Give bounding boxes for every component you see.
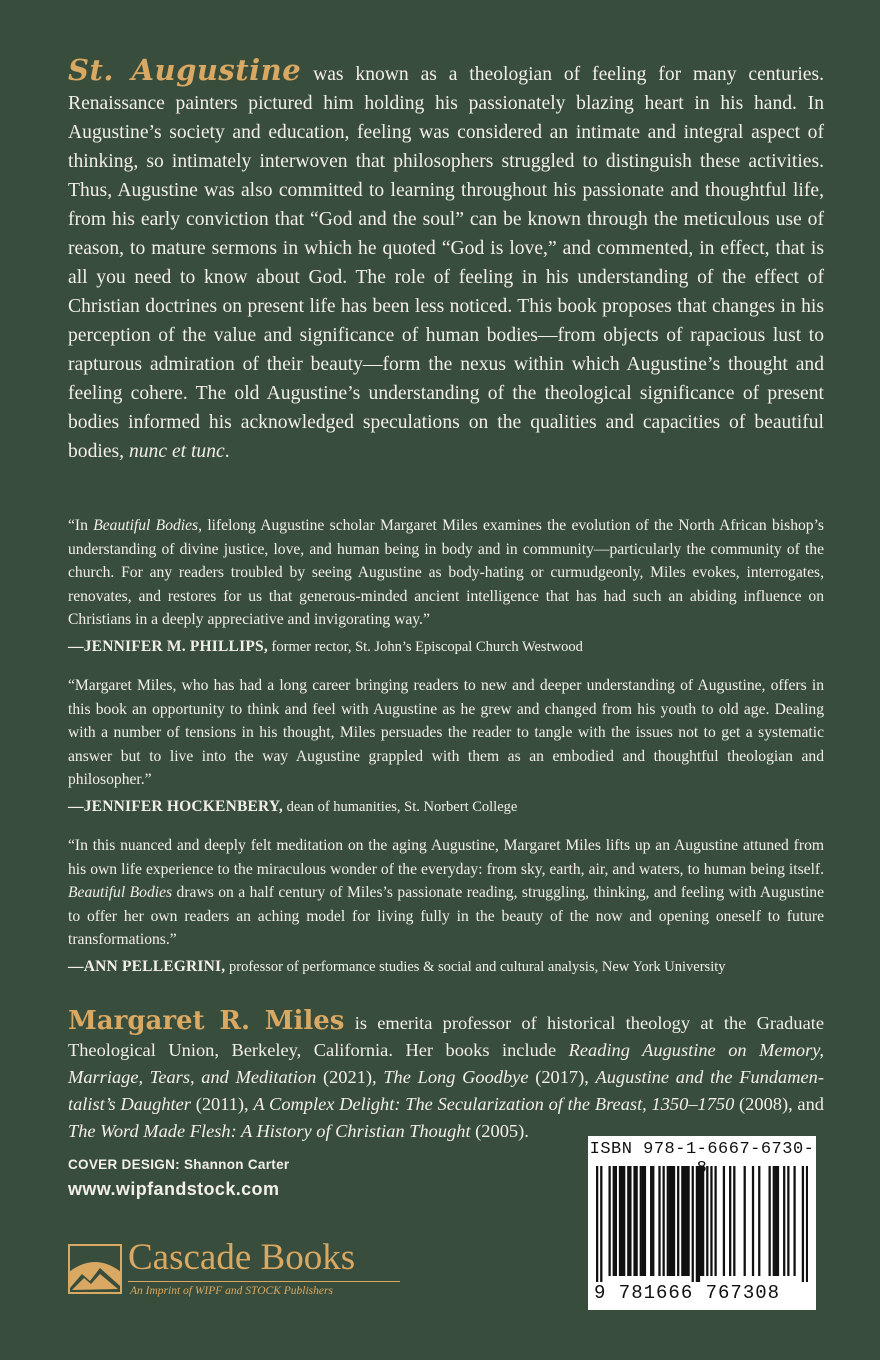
barcode-bar bbox=[596, 1166, 598, 1282]
barcode-bar bbox=[775, 1166, 777, 1276]
book-title: The Word Made Flesh: A History of Christian Thought bbox=[68, 1121, 471, 1141]
endorsement-pellegrini bbox=[68, 834, 824, 978]
barcode-bar bbox=[667, 1166, 669, 1276]
publisher-rule bbox=[128, 1281, 400, 1282]
endorser-role: dean of humanities, St. Norbert College bbox=[282, 798, 518, 815]
barcode-bar bbox=[752, 1166, 754, 1276]
endorser-name: —JENNIFER HOCKENBERY, bbox=[68, 797, 283, 815]
quote-open: “In bbox=[68, 517, 94, 534]
barcode-bar bbox=[698, 1166, 700, 1282]
endorsement-attribution bbox=[68, 636, 824, 658]
barcode-bar bbox=[723, 1166, 725, 1276]
endorsement-phillips bbox=[68, 514, 824, 658]
barcode-bar bbox=[644, 1166, 646, 1276]
author-name: Margaret R. Miles bbox=[68, 1006, 345, 1036]
endorsement-text bbox=[68, 514, 824, 632]
mountain-sun-logo-icon bbox=[68, 1244, 122, 1294]
endorsement-hockenbery bbox=[68, 674, 824, 818]
barcode-bar bbox=[687, 1166, 689, 1276]
blurb-period: . bbox=[224, 441, 230, 462]
lead-name: St. Augustine bbox=[68, 53, 302, 87]
barcode-bar bbox=[623, 1166, 625, 1276]
barcode-bar bbox=[673, 1166, 675, 1276]
barcode-bar bbox=[640, 1166, 642, 1276]
barcode-bar bbox=[621, 1166, 623, 1276]
publisher-website: www.wipfandstock.com bbox=[68, 1179, 280, 1199]
barcode-bar bbox=[683, 1166, 685, 1276]
endorser-role: professor of performance studies & social and cultural analysis, New York University bbox=[225, 958, 726, 975]
barcode-bar bbox=[681, 1166, 683, 1276]
cover-design-credit: COVER DESIGN: Shannon Carter bbox=[68, 1157, 290, 1172]
quote-body: , lifelong Augustine scholar Margaret Miles examines the evolution of the North African bishop’s understanding of divine justice, love, and human being in body and in community—particularly the community of the church. For any readers troubled by seeing Augustine as body-hating or curmudgeonly, Miles evokes, interrogates, renovates, and restores for us that generous-minded ancient intelligence that has had such an abiding influence on Christians in a deeply appreciative and invigorating way.” bbox=[68, 517, 825, 629]
isbn-label: ISBN 978-1-6667-6730- bbox=[589, 1140, 815, 1159]
bio-text: is emerita professor of historical theology at the Graduate Theological Union, Berkeley, California. Her books include bbox=[68, 1013, 824, 1060]
quote-body: draws on a half century of Miles’s passionate reading, struggling, thinking, and feeling with Augustine to offer her own readers an aching model for living fully in the beauty of the now and opening oneself to future transformations.” bbox=[68, 884, 824, 949]
book-title: Beautiful Bodies bbox=[93, 517, 199, 534]
isbn-barcode bbox=[588, 1136, 816, 1310]
endorsement-attribution bbox=[68, 956, 824, 978]
barcode-bar bbox=[773, 1166, 775, 1276]
bio-text: (2005). bbox=[470, 1121, 529, 1141]
endorsement-attribution bbox=[68, 796, 824, 818]
book-title: A Complex Delight: The Secularization of the Breast, 1350–1750 bbox=[253, 1094, 735, 1114]
barcode-bar bbox=[615, 1166, 617, 1276]
bio-text: (2017), bbox=[528, 1067, 596, 1087]
publisher-tagline: An Imprint of WIPF and STOCK Publishers bbox=[130, 1285, 333, 1297]
credits bbox=[68, 1156, 289, 1202]
barcode-bar bbox=[787, 1166, 789, 1276]
book-title: The Long Goodbye bbox=[383, 1067, 529, 1087]
barcode-bar bbox=[710, 1166, 712, 1276]
barcode-bar bbox=[769, 1166, 771, 1276]
barcode-bar bbox=[650, 1166, 652, 1276]
barcode-bar bbox=[777, 1166, 779, 1276]
barcode-bar bbox=[633, 1166, 635, 1276]
barcode-bar bbox=[702, 1166, 704, 1276]
barcode-bars bbox=[596, 1166, 808, 1282]
barcode-digits: 9 781666 767308 bbox=[594, 1282, 781, 1304]
main-blurb bbox=[68, 53, 824, 466]
endorser-role: former rector, St. John’s Episcopal Church Westwood bbox=[267, 638, 583, 655]
bio-text: (2008), and bbox=[734, 1094, 824, 1114]
endorser-name: —JENNIFER M. PHILLIPS, bbox=[68, 637, 268, 655]
barcode-bar bbox=[733, 1166, 735, 1276]
book-title: Beautiful Bodies bbox=[68, 884, 173, 902]
barcode-bar bbox=[642, 1166, 644, 1276]
publisher-name: Cascade Books bbox=[128, 1237, 356, 1278]
barcode-bar bbox=[658, 1166, 660, 1276]
barcode-bar bbox=[627, 1166, 629, 1276]
barcode-bar bbox=[802, 1166, 804, 1282]
barcode-bar bbox=[677, 1166, 679, 1276]
barcode-bar bbox=[806, 1166, 808, 1282]
barcode-bar bbox=[706, 1166, 708, 1276]
barcode-bar bbox=[783, 1166, 785, 1276]
blurb-text: was known as a theologian of feeling for many centuries. Renaissance painters pictured him holding his passionately blazing heart in his hand. In Augustine’s society and education, feeling was considered an intimate and integral aspect of thinking, so intimately interwoven that philosophers struggled to distinguish these activities. Thus, Augustine was also committed to learning throughout his passionate and thoughtful life, from his early conviction that “God and the soul” can be known through the meticulous use of reason, to mature sermons in which he quoted “God is love,” and commented, in effect, that is all you need to know about God. The role of feeling in his understanding of the effect of Christian doctrines on present life has been less noticed. This book proposes that changes in his perception of the value and significance of human bodies—from objects of rapacious lust to rapturous admiration of their beauty—form the nexus within which Augustine’s thought and feeling cohere. The old Augustine’s understanding of the theological significance of present bodies informed his acknowledged speculations on the qualities and capacities of beautiful bodies, bbox=[68, 64, 824, 462]
author-bio bbox=[68, 1008, 824, 1145]
book-title: Augustine and the Fundamentalist’s Daughter bbox=[68, 1067, 825, 1114]
bio-text: (2011), bbox=[190, 1094, 254, 1114]
barcode-bar bbox=[613, 1166, 615, 1276]
barcode-bar bbox=[758, 1166, 760, 1276]
barcode-bar bbox=[663, 1166, 665, 1276]
barcode-bar bbox=[669, 1166, 671, 1276]
barcode-bar bbox=[744, 1166, 746, 1276]
barcode-bar bbox=[714, 1166, 716, 1276]
quote-body: “In this nuanced and deeply felt meditation on the aging Augustine, Margaret Miles lifts up an Augustine attuned from his own life experience to the miraculous wonder of the everyday: from sky, earth, air, and waters, to human being itself. bbox=[68, 837, 824, 878]
publisher-logo bbox=[68, 1237, 408, 1304]
barcode-bar bbox=[685, 1166, 687, 1276]
barcode-bar bbox=[671, 1166, 673, 1276]
barcode-bar bbox=[729, 1166, 731, 1276]
barcode-bar bbox=[696, 1166, 698, 1282]
barcode-bar bbox=[692, 1166, 694, 1282]
barcode-bar bbox=[619, 1166, 621, 1276]
barcode-bar bbox=[608, 1166, 610, 1276]
barcode-bar bbox=[600, 1166, 602, 1282]
barcode-bar bbox=[652, 1166, 654, 1276]
blurb-italic-end: nunc et tunc bbox=[128, 441, 225, 462]
barcode-bar bbox=[635, 1166, 637, 1276]
barcode-bar bbox=[629, 1166, 631, 1276]
barcode-bar bbox=[700, 1166, 702, 1276]
endorsement-text bbox=[68, 834, 824, 952]
barcode-bar bbox=[793, 1166, 795, 1276]
bio-text: (2021), bbox=[316, 1067, 384, 1087]
book-title: Reading Augustine on Memory, Marriage, Tears, and Meditation bbox=[68, 1040, 824, 1087]
endorser-name: —ANN PELLEGRINI, bbox=[68, 957, 226, 975]
endorsement-text: “Margaret Miles, who has had a long career bringing readers to new and deeper understanding of Augustine, offers in this book an opportunity to think and feel with Augustine as he grew and changed from his youth to old age. Dealing with a number of tensions in his thought, Miles persuades the reader to tangle with the issues not to get a systematic answer but to live into the way Augustine grappled with them as an embodied and thoughtful theologian and philosopher.” bbox=[68, 677, 824, 789]
